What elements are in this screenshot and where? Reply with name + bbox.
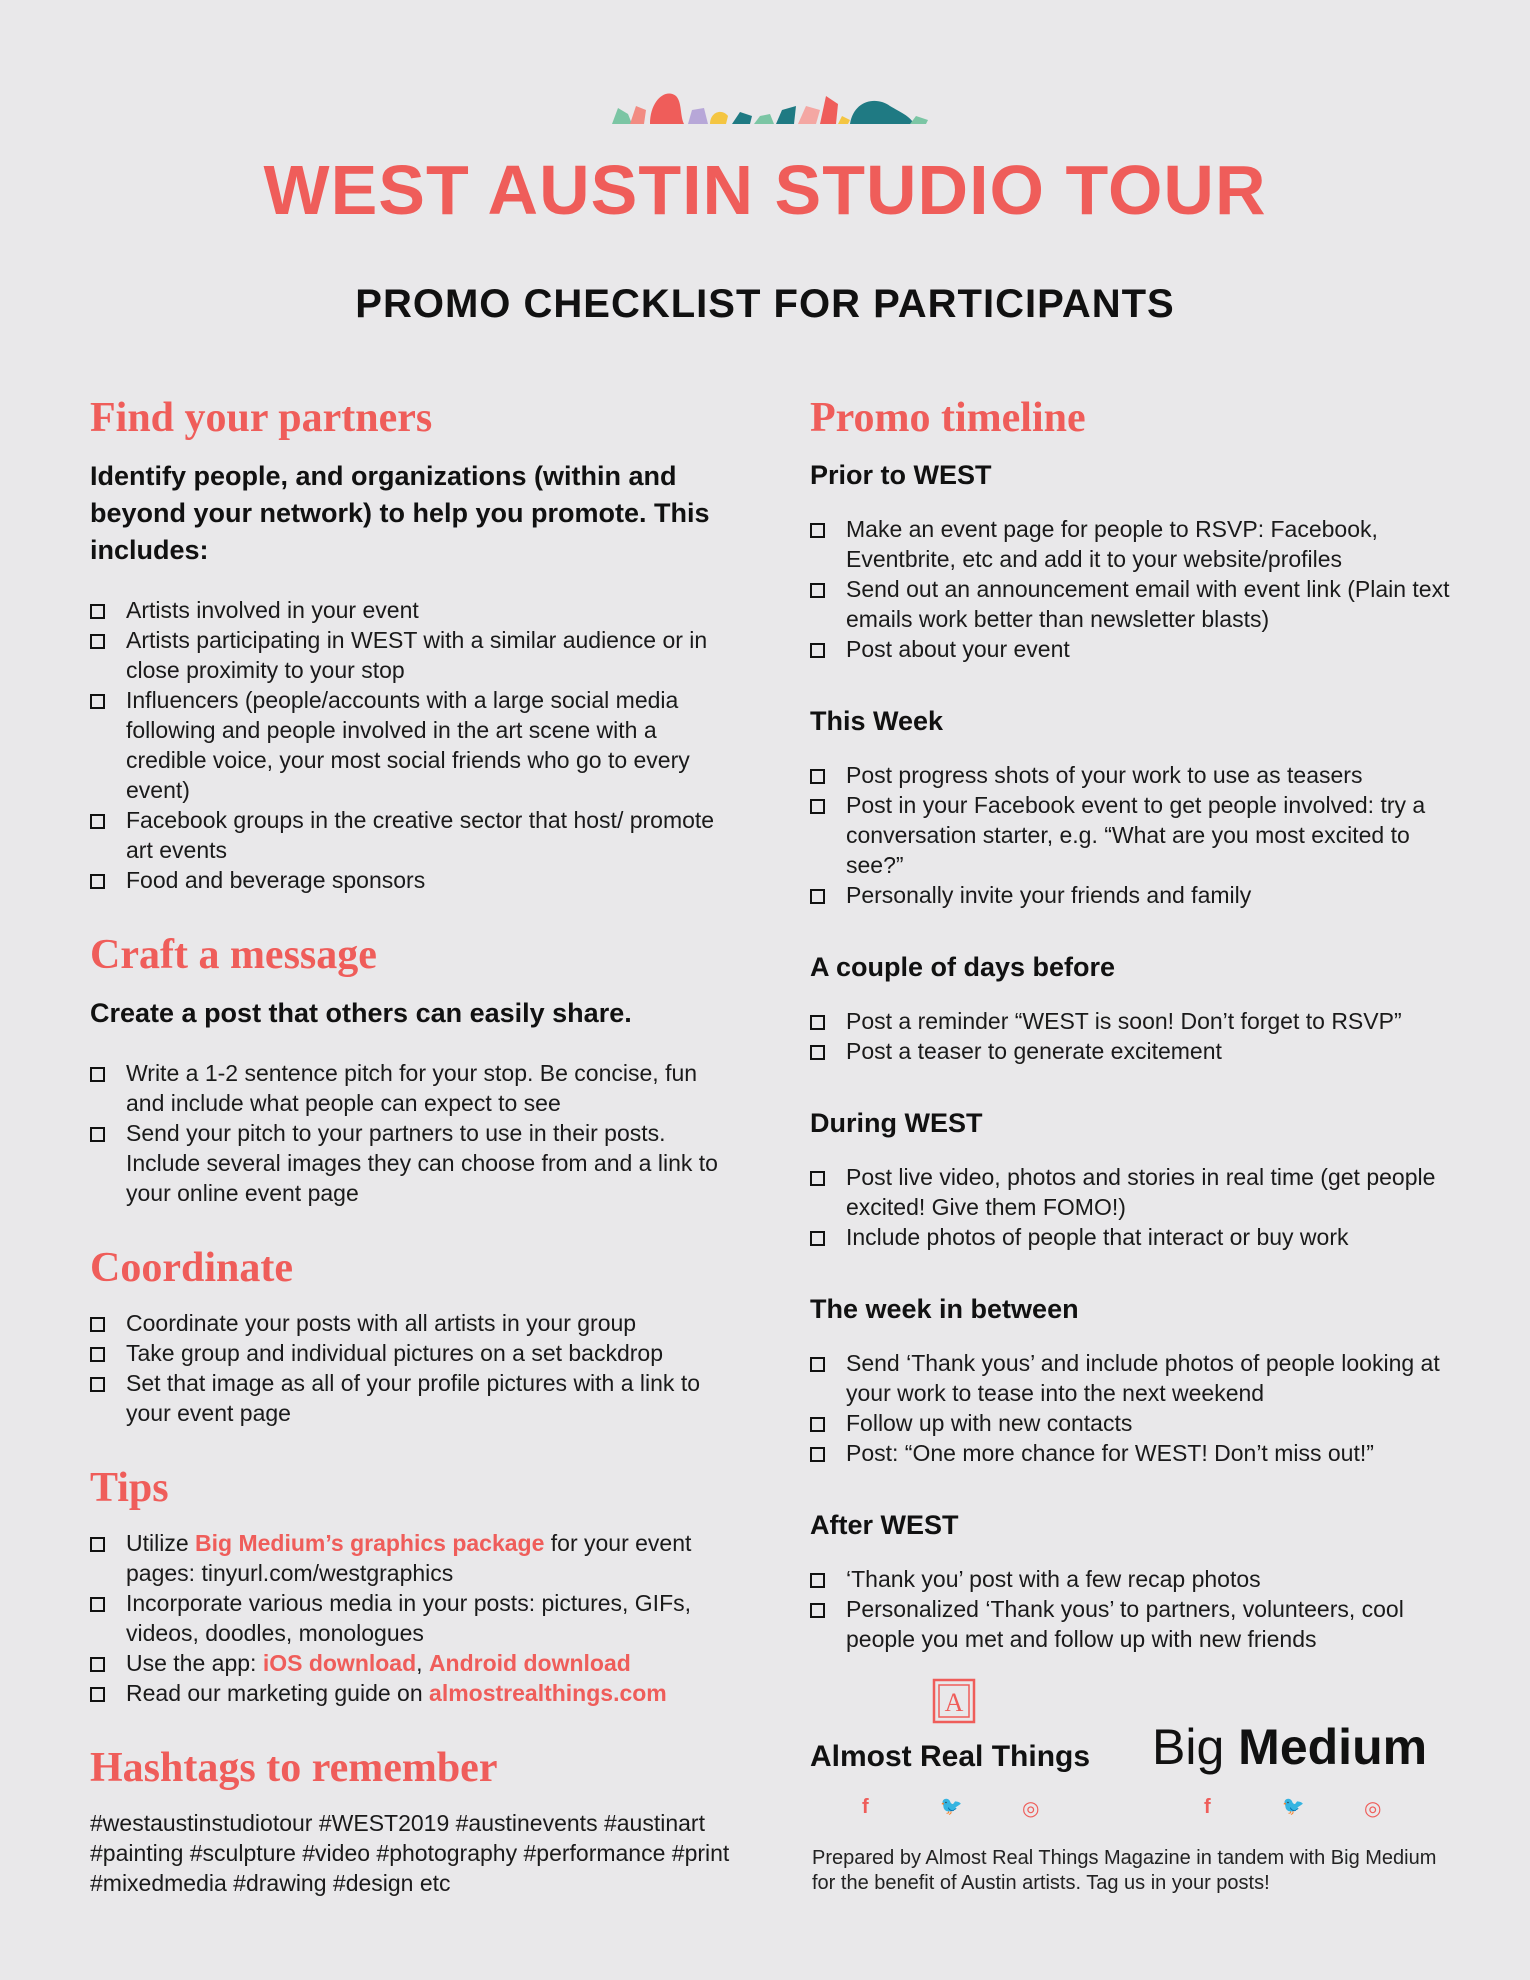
checkbox[interactable]: [810, 1015, 825, 1030]
tips-section: [90, 1462, 730, 1708]
checklist-item: Post live video, photos and stories in real time (get people excited! Give them FOMO!): [810, 1162, 1460, 1222]
instagram-icon[interactable]: ◎: [1022, 1798, 1040, 1820]
phase-after: [810, 1508, 1460, 1654]
checkbox[interactable]: [90, 1317, 105, 1332]
checklist-item: Post a teaser to generate excitement: [810, 1036, 1460, 1066]
checklist-item: Incorporate various media in your posts: pictures, GIFs, videos, doodles, monologues: [90, 1588, 730, 1648]
checklist-item: Send out an announcement email with event link (Plain text emails work better than newsletter blasts): [810, 574, 1460, 634]
checklist-item: Coordinate your posts with all artists in your group: [90, 1308, 730, 1338]
checkbox[interactable]: [810, 1447, 825, 1462]
section-title: Craft a message: [90, 932, 377, 978]
twitter-icon[interactable]: 🐦: [1282, 1796, 1305, 1816]
phase-couple-days: [810, 950, 1460, 1066]
checkbox[interactable]: [90, 1597, 105, 1612]
checklist-item: Use the app: iOS download, Android download: [90, 1648, 730, 1678]
find-partners-section: [90, 392, 730, 895]
section-title: Coordinate: [90, 1245, 293, 1291]
svg-text:A: A: [944, 1688, 964, 1717]
craft-message-section: [90, 929, 730, 1208]
phase-heading: After WEST: [810, 1510, 959, 1540]
ios-download-link[interactable]: iOS download: [262, 1650, 417, 1676]
checklist-item: Post in your Facebook event to get people involved: try a conversation starter, e.g. “What are you most excited to see?”: [810, 790, 1460, 880]
phase-heading: The week in between: [810, 1294, 1079, 1324]
almostrealthings-link[interactable]: almostrealthings.com: [429, 1680, 667, 1706]
checklist-item: Take group and individual pictures on a set backdrop: [90, 1338, 730, 1368]
checklist-item: Post progress shots of your work to use as teasers: [810, 760, 1460, 790]
phase-this-week: [810, 704, 1460, 910]
checkbox[interactable]: [810, 583, 825, 598]
checkbox[interactable]: [810, 1171, 825, 1186]
phase-prior: [810, 458, 1460, 664]
section-title: Hashtags to remember: [90, 1745, 498, 1791]
instagram-icon[interactable]: ◎: [1364, 1798, 1382, 1820]
checkbox[interactable]: [90, 1687, 105, 1702]
checklist-item: Influencers (people/accounts with a large social media following and people involved in the art scene with a credible voice, your most social friends who go to every event): [90, 685, 730, 805]
section-title: Tips: [90, 1465, 169, 1511]
checklist-item: Utilize Big Medium’s graphics package for your event pages: tinyurl.com/westgraphics: [90, 1528, 730, 1588]
page-title: WEST AUSTIN STUDIO TOUR: [263, 151, 1267, 229]
checkbox[interactable]: [90, 1377, 105, 1392]
colorful-shapes-logo-icon: [610, 86, 930, 126]
page-subtitle: PROMO CHECKLIST FOR PARTICIPANTS: [355, 282, 1175, 326]
checklist-item: Include photos of people that interact or buy work: [810, 1222, 1460, 1252]
checkbox[interactable]: [810, 769, 825, 784]
checklist-item: Personally invite your friends and family: [810, 880, 1460, 910]
big-medium-name: Big Medium: [1152, 1719, 1428, 1775]
coordinate-section: [90, 1242, 730, 1428]
checkbox[interactable]: [810, 1045, 825, 1060]
checklist-item: Set that image as all of your profile pictures with a link to your event page: [90, 1368, 730, 1428]
checkbox[interactable]: [90, 1067, 105, 1082]
art-social-icons: [862, 1796, 1062, 1822]
checkbox[interactable]: [90, 694, 105, 709]
section-intro: Create a post that others can easily share.: [90, 998, 632, 1028]
checkbox[interactable]: [90, 634, 105, 649]
checklist-item: Post about your event: [810, 634, 1460, 664]
checkbox[interactable]: [810, 799, 825, 814]
checkbox[interactable]: [90, 1347, 105, 1362]
hashtags-text: #westaustinstudiotour #WEST2019 #austinevents #austinart #painting #sculpture #video #photography #performance #print #mixedmedia #drawing #design etc: [90, 1810, 730, 1896]
checkbox[interactable]: [90, 814, 105, 829]
checkbox[interactable]: [90, 1657, 105, 1672]
checkbox[interactable]: [810, 1573, 825, 1588]
checklist-item: Send your pitch to your partners to use in their posts. Include several images they can choose from and a link to your online event page: [90, 1118, 730, 1208]
graphics-package-link[interactable]: Big Medium’s graphics package: [195, 1530, 545, 1556]
checklist-item: Post: “One more chance for WEST! Don’t miss out!”: [810, 1438, 1460, 1468]
phase-heading: A couple of days before: [810, 952, 1116, 982]
section-intro: Identify people, and organizations (within and beyond your network) to help you promote. This includes:: [90, 461, 710, 565]
footer-note: Prepared by Almost Real Things Magazine in tandem with Big Medium for the benefit of Austin artists. Tag us in your posts!: [812, 1847, 1437, 1894]
twitter-icon[interactable]: 🐦: [940, 1796, 963, 1816]
facebook-icon[interactable]: f: [862, 1796, 869, 1818]
section-title: Find your partners: [90, 395, 433, 441]
big-medium-social-icons: [1204, 1796, 1404, 1822]
checkbox[interactable]: [810, 1603, 825, 1618]
checklist-item: Personalized ‘Thank yous’ to partners, volunteers, cool people you met and follow up with new friends: [810, 1594, 1460, 1654]
checklist-item: Post a reminder “WEST is soon! Don’t forget to RSVP”: [810, 1006, 1460, 1036]
almost-real-things-name: Almost Real Things: [810, 1740, 1091, 1773]
checklist-item: Make an event page for people to RSVP: Facebook, Eventbrite, etc and add it to your website/profiles: [810, 514, 1460, 574]
checklist-item: Facebook groups in the creative sector that host/ promote art events: [90, 805, 730, 865]
checklist-item: Follow up with new contacts: [810, 1408, 1460, 1438]
brand-logos: [810, 1678, 1460, 1828]
checklist-item: Write a 1-2 sentence pitch for your stop. Be concise, fun and include what people can expect to see: [90, 1058, 730, 1118]
checklist-item: Send ‘Thank yous’ and include photos of people looking at your work to tease into the next weekend: [810, 1348, 1460, 1408]
checklist-item: ‘Thank you’ post with a few recap photos: [810, 1564, 1460, 1594]
checklist-item: Artists involved in your event: [90, 595, 730, 625]
checkbox[interactable]: [90, 874, 105, 889]
phase-week-between: [810, 1292, 1460, 1468]
checkbox[interactable]: [810, 1357, 825, 1372]
checklist-item: Read our marketing guide on almostrealthings.com: [90, 1678, 730, 1708]
checklist-item: Food and beverage sponsors: [90, 865, 730, 895]
right-column: [810, 392, 1460, 1654]
phase-heading: Prior to WEST: [810, 460, 992, 490]
checkbox[interactable]: [810, 643, 825, 658]
section-title: Promo timeline: [810, 395, 1086, 441]
checkbox[interactable]: [810, 1417, 825, 1432]
facebook-icon[interactable]: f: [1204, 1796, 1211, 1818]
left-column: [90, 392, 730, 1898]
checklist-item: Artists participating in WEST with a similar audience or in close proximity to your stop: [90, 625, 730, 685]
checkbox[interactable]: [810, 1231, 825, 1246]
phase-during: [810, 1106, 1460, 1252]
checkbox[interactable]: [90, 1537, 105, 1552]
checkbox[interactable]: [810, 889, 825, 904]
checkbox[interactable]: [90, 1127, 105, 1142]
checkbox[interactable]: [810, 523, 825, 538]
hashtags-section: [90, 1742, 730, 1898]
almost-real-things-logo-icon: [932, 1678, 976, 1724]
phase-heading: During WEST: [810, 1108, 983, 1138]
android-download-link[interactable]: Android download: [428, 1650, 631, 1676]
checkbox[interactable]: [90, 604, 105, 619]
phase-heading: This Week: [810, 706, 944, 736]
